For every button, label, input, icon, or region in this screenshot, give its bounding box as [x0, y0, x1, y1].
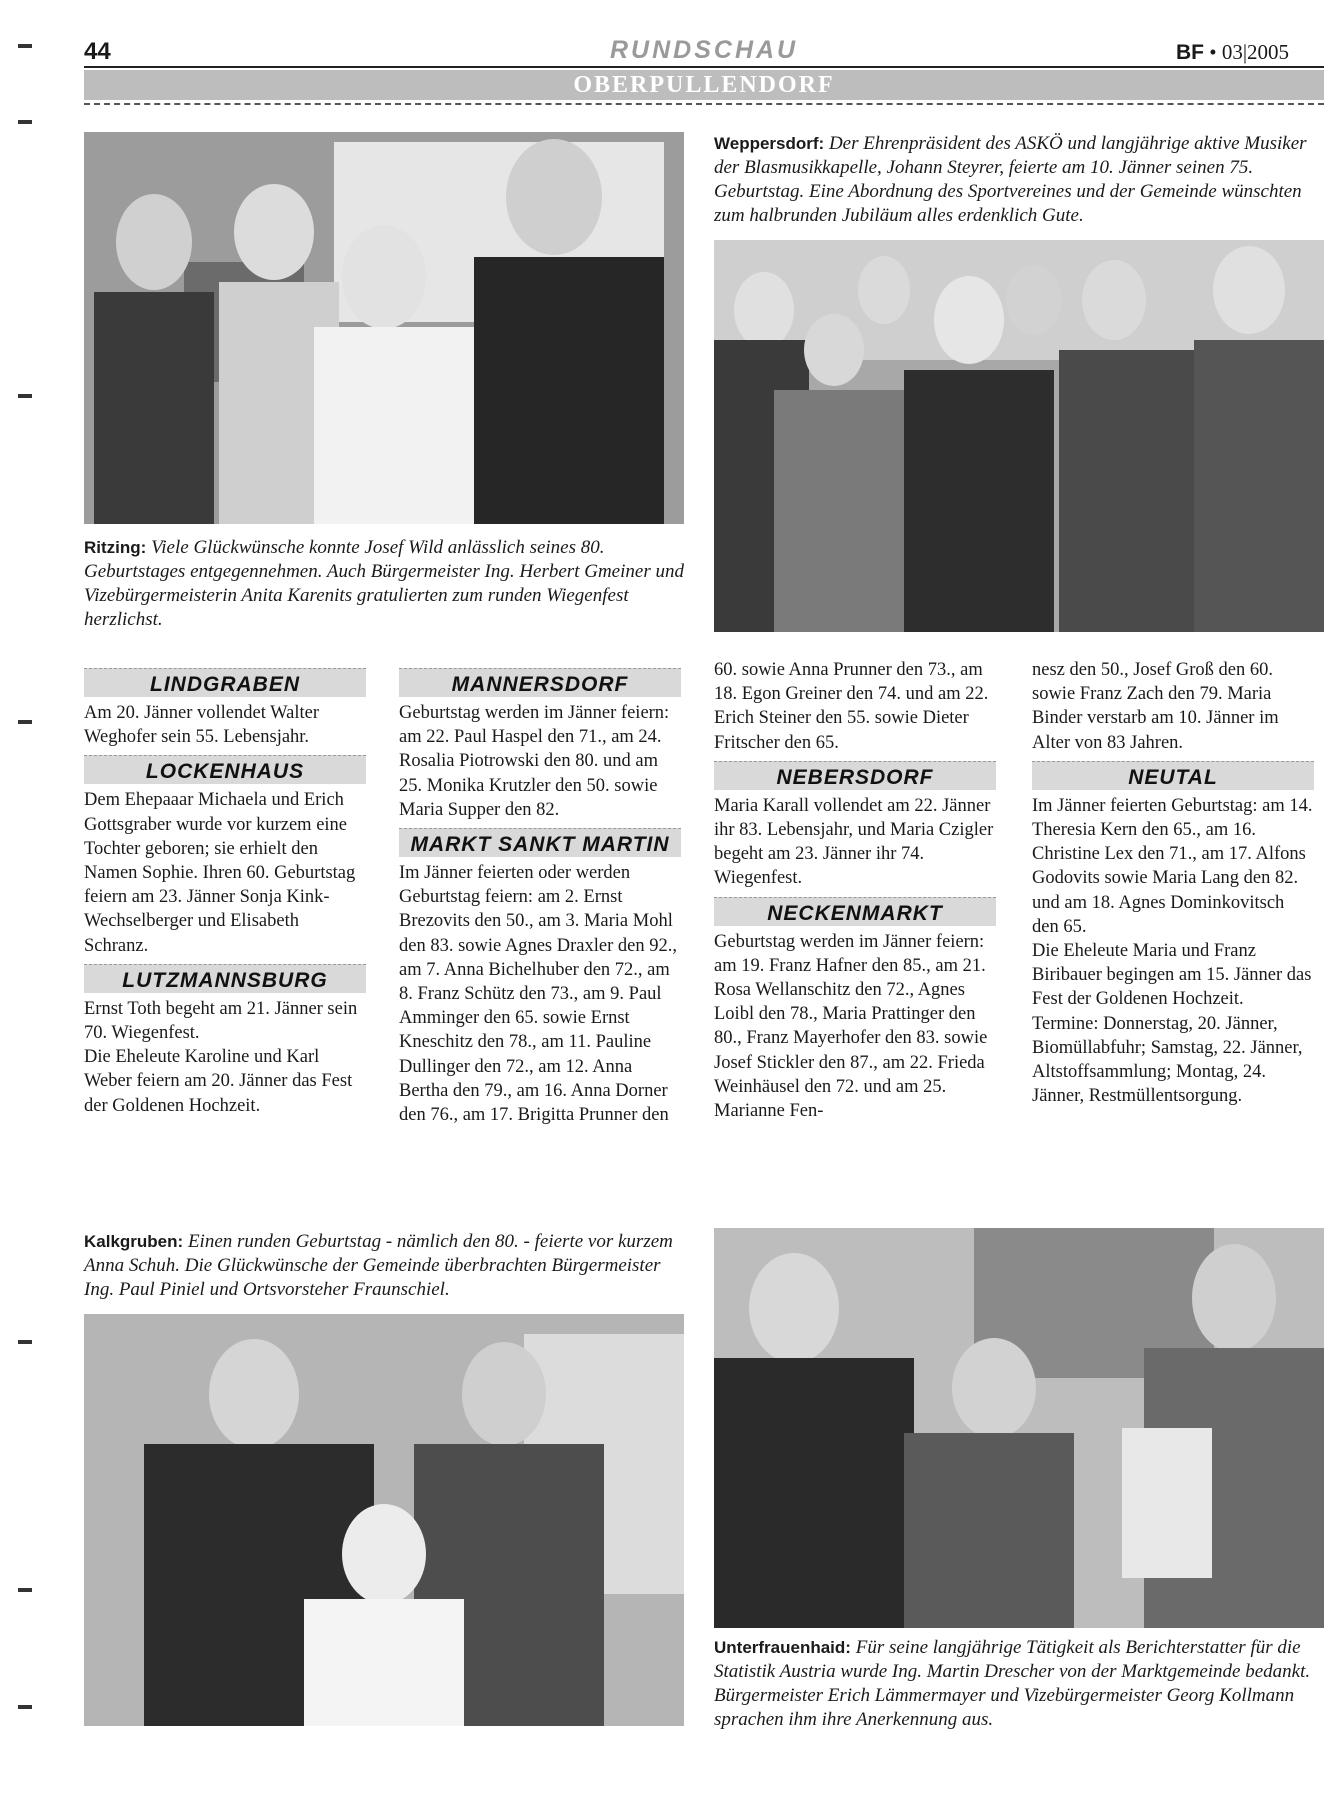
- margin-mark: [18, 120, 32, 124]
- article-text: Termine: Donnerstag, 20. Jänner, Biomüllabfuhr; Samstag, 22. Jänner, Altstoffsammlung; Montag, 24. Jänner, Restmüllentsorgung.: [1032, 1013, 1303, 1107]
- article-text: Am 20. Jänner vollendet Walter Weghofer sein 55. Lebensjahr.: [84, 703, 320, 748]
- article-text: Maria Karall vollendet am 22. Jänner ihr 83. Lebensjahr, und Maria Czigler begeht am 23. Jänner ihr 74. Wiegenfest.: [714, 795, 994, 889]
- margin-mark: [18, 394, 32, 398]
- article-text: Die Eheleute Maria und Franz Biribauer begingen am 15. Jänner das Fest der Goldenen Hochzeit.: [1032, 941, 1312, 1010]
- issue-prefix: BF: [1176, 41, 1204, 64]
- article-text: nesz den 50., Josef Groß den 60. sowie Franz Zach den 79. Maria Binder verstarb am 10. Jänner im Alter von 83 Jahren.: [1032, 660, 1279, 753]
- issue-number: • 03|2005: [1209, 40, 1290, 64]
- heading-lutzmannsburg: LUTZMANNSBURG: [84, 964, 366, 993]
- article-text: Im Jänner feierten oder werden Geburtstag feiern: am 2. Ernst Brezovits den 50., am 3. Maria Mohl den 83. sowie Agnes Draxler den 92., am 7. Anna Bichelhuber den 72., am 8. Franz Schütz den 73., am 9. Paul Amminger den 65. sowie Ernst Kneschitz den 78., am 11. Pauline Dullinger den 72., am 12. Anna Bertha den 79., am 16. Anna Dorner den 76., am 17. Brigitta Prunner den: [399, 863, 677, 1126]
- heading-neckenmarkt: NECKENMARKT: [714, 897, 996, 926]
- article-text: 60. sowie Anna Prunner den 73., am 18. Egon Greiner den 74. und am 22. Erich Steiner den 55. sowie Dieter Fritscher den 65.: [714, 660, 989, 753]
- margin-mark: [18, 1340, 32, 1344]
- column-2: [399, 668, 681, 1127]
- caption-unterfrauenhaid: [714, 1636, 1324, 1732]
- heading-lockenhaus: LOCKENHAUS: [84, 755, 366, 784]
- article-text: Dem Ehepaaar Michaela und Erich Gottsgraber wurde vor kurzem eine Tochter geboren; sie erhielt den Namen Sophie. Ihren 60. Geburtstag feiern am 23. Jänner Sonja Kink-Wechselberger und Elisabeth Schranz.: [84, 790, 356, 956]
- caption-kalkgruben: [84, 1230, 684, 1302]
- photo-kalkgruben: [84, 1314, 684, 1726]
- margin-mark: [18, 44, 32, 48]
- caption-place: Unterfrauenhaid:: [714, 1638, 851, 1657]
- caption-place: Weppersdorf:: [714, 134, 825, 153]
- heading-neutal: NEUTAL: [1032, 761, 1314, 790]
- caption-weppersdorf: [714, 132, 1314, 228]
- column-3: [714, 658, 996, 1123]
- caption-text: Der Ehrenpräsident des ASKÖ und langjährige aktive Musiker der Blasmusikkapelle, Johann Steyrer, feierte am 10. Jänner seinen 75. Geburtstag. Eine Abordnung des Sportvereines und der Gemeinde wünschten zum halbrunden Jubiläum alles erdenklich Gute.: [714, 133, 1307, 226]
- caption-place: Ritzing:: [84, 538, 147, 557]
- page-number: 44: [84, 38, 111, 65]
- heading-nebersdorf: NEBERSDORF: [714, 761, 996, 790]
- article-text: Die Eheleute Karoline und Karl Weber feiern am 20. Jänner das Fest der Goldenen Hochzeit.: [84, 1047, 353, 1116]
- region-banner: OBERPULLENDORF: [84, 70, 1324, 100]
- caption-text: Einen runden Geburtstag - nämlich den 80. - feierte vor kurzem Anna Schuh. Die Glückwünsche der Gemeinde überbrachten Bürgermeister Ing. Paul Piniel und Ortsvorsteher Fraunschiel.: [84, 1231, 673, 1300]
- issue-label: [1176, 40, 1289, 65]
- column-4: [1032, 658, 1314, 1108]
- caption-place: Kalkgruben:: [84, 1232, 184, 1251]
- photo-weppersdorf: [714, 240, 1324, 632]
- header-rule: [84, 66, 1324, 68]
- caption-text: Viele Glückwünsche konnte Josef Wild anlässlich seines 80. Geburtstages entgegennehmen. Auch Bürgermeister Ing. Herbert Gmeiner und Vizebürgermeisterin Anita Karenits gratulierten zum runden Wiegenfest herzlichst.: [84, 537, 684, 630]
- heading-markt-sankt-martin: MARKT SANKT MARTIN: [399, 828, 681, 857]
- margin-mark: [18, 1705, 32, 1709]
- photo-ritzing: [84, 132, 684, 524]
- heading-mannersdorf: MANNERSDORF: [399, 668, 681, 697]
- margin-mark: [18, 1588, 32, 1592]
- column-1: [84, 668, 366, 1118]
- article-text: Geburtstag werden im Jänner feiern: am 22. Paul Haspel den 71., am 24. Rosalia Piotrowski den 80. und am 25. Monika Krutzler den 50. sowie Maria Supper den 82.: [399, 703, 670, 820]
- photo-unterfrauenhaid: [714, 1228, 1324, 1628]
- caption-ritzing: [84, 536, 684, 632]
- article-text: Im Jänner feierten Geburtstag: am 14. Theresia Kern den 65., am 16. Christine Lex den 71., am 17. Alfons Godovits sowie Maria Lang den 82. und am 18. Agnes Dominkovitsch den 65.: [1032, 795, 1313, 937]
- article-text: Geburtstag werden im Jänner feiern: am 19. Franz Hafner den 85., am 21. Rosa Wellanschitz den 72., Agnes Loibl den 78., Maria Prattinger den 80., Franz Mayerhofer den 83. sowie Josef Stickler den 87., am 22. Frieda Weinhäusel den 72. und am 25. Marianne Fen-: [714, 931, 988, 1122]
- caption-text: Für seine langjährige Tätigkeit als Berichterstatter für die Statistik Austria wurde Ing. Martin Drescher von der Marktgemeinde bedankt. Bürgermeister Erich Lämmermayer und Vizebürgermeister Georg Kollmann sprachen ihm ihre Anerkennung aus.: [714, 1637, 1311, 1730]
- section-title: RUNDSCHAU: [610, 36, 799, 64]
- article-text: Ernst Toth begeht am 21. Jänner sein 70. Wiegenfest.: [84, 998, 358, 1044]
- heading-lindgraben: LINDGRABEN: [84, 668, 366, 697]
- margin-mark: [18, 720, 32, 724]
- banner-dashed-rule: [84, 103, 1324, 105]
